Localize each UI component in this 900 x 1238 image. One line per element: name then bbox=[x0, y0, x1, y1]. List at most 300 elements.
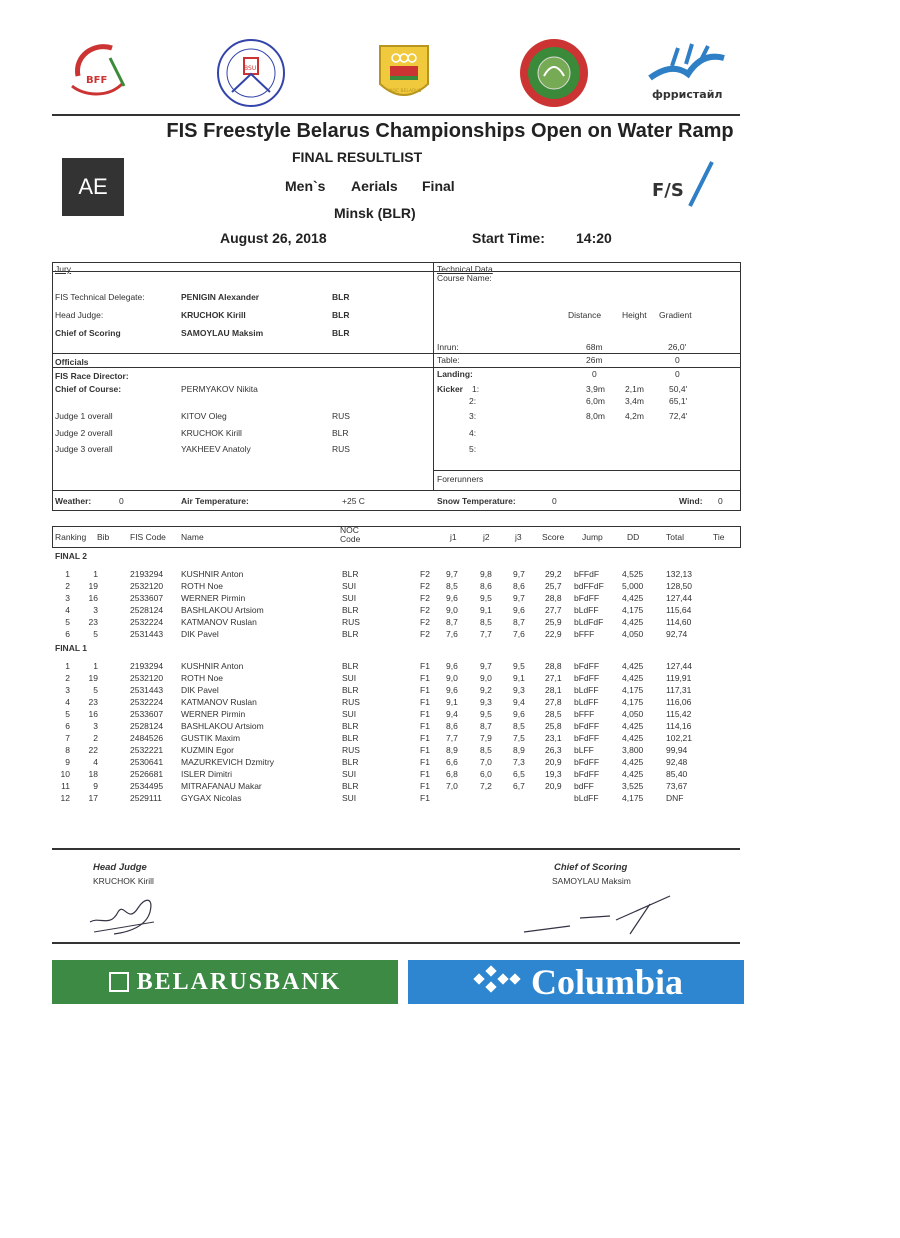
result-cell-j2: 7,0 bbox=[480, 757, 492, 767]
kicker-5-num: 5: bbox=[469, 444, 477, 454]
result-cell-noc: BLR bbox=[342, 685, 359, 695]
landing-distance: 0 bbox=[592, 369, 597, 379]
result-cell-athlete-name: MAZURKEVICH Dzmitry bbox=[181, 757, 275, 767]
result-cell-score: 22,9 bbox=[545, 629, 562, 639]
result-cell-dd: 3,525 bbox=[622, 781, 644, 791]
columbia-name: Columbia bbox=[530, 962, 684, 1002]
official-noc-3: RUS bbox=[332, 411, 350, 421]
result-cell-noc: SUI bbox=[342, 793, 357, 803]
result-cell-j1: 6,8 bbox=[446, 769, 458, 779]
wind-label: Wind: bbox=[679, 496, 703, 506]
result-cell-bib: 18 bbox=[88, 769, 98, 779]
col-noc-code: NOC Code bbox=[340, 525, 361, 544]
result-cell-j1: 8,6 bbox=[446, 721, 458, 731]
result-cell-j3: 7,3 bbox=[513, 757, 525, 767]
jury-heading-rule bbox=[52, 271, 434, 272]
result-cell-round: F1 bbox=[420, 685, 430, 695]
result-cell-fis-code: 2528124 bbox=[130, 605, 164, 615]
bff-logo bbox=[64, 36, 136, 110]
result-cell-j3: 9,6 bbox=[513, 709, 525, 719]
result-cell-j2: 9,5 bbox=[480, 709, 492, 719]
result-cell-j2: 7,7 bbox=[480, 629, 492, 639]
result-cell-round: F2 bbox=[420, 617, 430, 627]
jury-divider bbox=[433, 262, 434, 490]
result-cell-noc: SUI bbox=[342, 673, 357, 683]
location-label: Minsk (BLR) bbox=[334, 205, 416, 221]
result-cell-score: 28,5 bbox=[545, 709, 562, 719]
result-cell-j1: 7,6 bbox=[446, 629, 458, 639]
result-cell-noc: RUS bbox=[342, 745, 360, 755]
belarusbank-icon bbox=[109, 972, 129, 992]
result-cell-j3: 9,1 bbox=[513, 673, 525, 683]
result-cell-dd: 4,175 bbox=[622, 697, 644, 707]
result-cell-fis-code: 2530641 bbox=[130, 757, 164, 767]
result-cell-rank: 1 bbox=[65, 661, 70, 671]
result-cell-total: 115,64 bbox=[666, 605, 692, 615]
result-cell-athlete-name: KATMANOV Ruslan bbox=[181, 697, 257, 707]
result-cell-bib: 16 bbox=[88, 709, 98, 719]
result-cell-j2: 8,5 bbox=[480, 745, 492, 755]
result-cell-jump: bFdFF bbox=[574, 673, 600, 683]
col-height: Height bbox=[622, 310, 647, 320]
technical-heading: Technical Data bbox=[437, 264, 493, 274]
technical-heading-rule bbox=[434, 271, 740, 272]
result-cell-fis-code: 2532224 bbox=[130, 697, 164, 707]
inrun-label: Inrun: bbox=[437, 342, 459, 352]
col-dd: DD bbox=[627, 532, 640, 542]
result-cell-j3: 9,7 bbox=[513, 593, 525, 603]
result-cell-jump: bLdFF bbox=[574, 793, 599, 803]
wind-value: 0 bbox=[718, 496, 723, 506]
result-cell-rank: 7 bbox=[65, 733, 70, 743]
result-cell-score: 27,1 bbox=[545, 673, 562, 683]
svg-text:F/S: F/S bbox=[652, 180, 684, 201]
result-cell-noc: BLR bbox=[342, 605, 359, 615]
header-rule bbox=[52, 114, 740, 116]
result-cell-j1: 9,6 bbox=[446, 685, 458, 695]
result-cell-rank: 4 bbox=[65, 605, 70, 615]
result-cell-jump: bdFFdF bbox=[574, 581, 604, 591]
fis-logo bbox=[650, 156, 722, 212]
result-cell-j2: 9,8 bbox=[480, 569, 492, 579]
result-cell-round: F1 bbox=[420, 745, 430, 755]
result-cell-round: F1 bbox=[420, 661, 430, 671]
official-name-2: PERMYAKOV Nikita bbox=[181, 384, 258, 394]
belarusbank-banner bbox=[52, 960, 398, 1004]
result-cell-bib: 3 bbox=[93, 721, 98, 731]
jury-heading: Jury bbox=[55, 264, 72, 274]
result-cell-j1: 9,4 bbox=[446, 709, 458, 719]
result-cell-round: F2 bbox=[420, 605, 430, 615]
result-cell-athlete-name: DIK Pavel bbox=[181, 685, 219, 695]
result-cell-j2: 6,0 bbox=[480, 769, 492, 779]
start-time-label: Start Time: bbox=[472, 230, 545, 246]
official-name-5: YAKHEEV Anatoly bbox=[181, 444, 251, 454]
result-cell-j1: 7,7 bbox=[446, 733, 458, 743]
result-cell-jump: bLFF bbox=[574, 745, 594, 755]
svg-text:фрристайл: фрристайл bbox=[652, 88, 723, 101]
result-cell-athlete-name: BASHLAKOU Artsiom bbox=[181, 721, 264, 731]
result-cell-rank: 2 bbox=[65, 581, 70, 591]
result-cell-bib: 23 bbox=[88, 617, 98, 627]
result-cell-round: F1 bbox=[420, 709, 430, 719]
result-cell-j2: 8,5 bbox=[480, 617, 492, 627]
official-role-4: Judge 2 overall bbox=[55, 428, 113, 438]
col-fis-code: FIS Code bbox=[130, 532, 166, 542]
result-cell-jump: bFFF bbox=[574, 629, 595, 639]
head-judge-title: Head Judge bbox=[93, 862, 147, 873]
result-cell-j2: 7,2 bbox=[480, 781, 492, 791]
kicker-label: Kicker bbox=[437, 384, 463, 394]
col-score: Score bbox=[542, 532, 565, 542]
result-cell-j2: 8,7 bbox=[480, 721, 492, 731]
belarusbank-name: BELARUSBANK bbox=[136, 968, 342, 995]
result-cell-total: 114,60 bbox=[666, 617, 692, 627]
chief-scoring-signature bbox=[520, 894, 680, 940]
officials-top-rule bbox=[52, 353, 434, 354]
forerunners-top-rule bbox=[434, 470, 740, 471]
kicker-2-height: 3,4m bbox=[625, 396, 644, 406]
result-cell-round: F1 bbox=[420, 781, 430, 791]
result-cell-bib: 1 bbox=[93, 569, 98, 579]
result-cell-rank: 1 bbox=[65, 569, 70, 579]
chief-scoring-title: Chief of Scoring bbox=[554, 862, 628, 873]
result-cell-noc: RUS bbox=[342, 617, 360, 627]
kicker-3-distance: 8,0m bbox=[586, 411, 605, 421]
result-cell-fis-code: 2484526 bbox=[130, 733, 164, 743]
chief-scoring-name: SAMOYLAU Maksim bbox=[552, 876, 631, 886]
result-cell-jump: bFFdF bbox=[574, 569, 600, 579]
result-cell-jump: bFFF bbox=[574, 709, 595, 719]
result-cell-fis-code: 2532224 bbox=[130, 617, 164, 627]
inrun-gradient: 26,0' bbox=[668, 342, 687, 352]
result-cell-round: F2 bbox=[420, 629, 430, 639]
result-cell-rank: 10 bbox=[60, 769, 70, 779]
kicker-3-num: 3: bbox=[469, 411, 477, 421]
result-cell-dd: 3,800 bbox=[622, 745, 644, 755]
result-cell-bib: 22 bbox=[88, 745, 98, 755]
snow-temperature-value: 0 bbox=[552, 496, 557, 506]
official-role-5: Judge 3 overall bbox=[55, 444, 113, 454]
result-cell-fis-code: 2529111 bbox=[130, 793, 162, 803]
official-noc-4: BLR bbox=[332, 428, 349, 438]
result-cell-j2: 8,6 bbox=[480, 581, 492, 591]
col-bib: Bib bbox=[97, 532, 110, 542]
result-cell-j3: 8,5 bbox=[513, 721, 525, 731]
landing-gradient: 0 bbox=[675, 369, 680, 379]
result-cell-dd: 4,425 bbox=[622, 733, 644, 743]
result-cell-j3: 9,5 bbox=[513, 661, 525, 671]
result-cell-dd: 4,175 bbox=[622, 605, 644, 615]
result-cell-fis-code: 2193294 bbox=[130, 569, 164, 579]
result-cell-round: F1 bbox=[420, 697, 430, 707]
result-cell-bib: 19 bbox=[88, 673, 98, 683]
result-subtitle: FINAL RESULTLIST bbox=[292, 149, 423, 165]
result-cell-dd: 4,425 bbox=[622, 673, 644, 683]
kicker-2-gradient: 65,1' bbox=[669, 396, 688, 406]
kicker-4-num: 4: bbox=[469, 428, 477, 438]
result-cell-j3: 8,7 bbox=[513, 617, 525, 627]
result-cell-score: 28,8 bbox=[545, 661, 562, 671]
result-cell-noc: SUI bbox=[342, 769, 357, 779]
result-cell-j2: 9,7 bbox=[480, 661, 492, 671]
result-cell-jump: bFdFF bbox=[574, 721, 600, 731]
result-cell-j1: 9,0 bbox=[446, 673, 458, 683]
forerunners-label: Forerunners bbox=[437, 474, 484, 484]
result-cell-total: 114,16 bbox=[666, 721, 692, 731]
result-cell-dd: 4,175 bbox=[622, 685, 644, 695]
result-cell-j1: 8,9 bbox=[446, 745, 458, 755]
result-cell-noc: BLR bbox=[342, 629, 359, 639]
result-cell-rank: 6 bbox=[65, 721, 70, 731]
result-cell-total: DNF bbox=[666, 793, 684, 803]
col-jump: Jump bbox=[582, 532, 603, 542]
event-date: August 26, 2018 bbox=[220, 230, 327, 246]
col-j1: j1 bbox=[450, 532, 457, 542]
result-cell-dd: 4,425 bbox=[622, 721, 644, 731]
result-cell-bib: 3 bbox=[93, 605, 98, 615]
kicker-3-gradient: 72,4' bbox=[669, 411, 688, 421]
kicker-2-num: 2: bbox=[469, 396, 477, 406]
result-cell-fis-code: 2532221 bbox=[130, 745, 164, 755]
kicker-1-num: 1: bbox=[472, 384, 480, 394]
result-cell-fis-code: 2193294 bbox=[130, 661, 164, 671]
result-cell-total: 85,40 bbox=[666, 769, 688, 779]
result-cell-athlete-name: KUSHNIR Anton bbox=[181, 569, 244, 579]
result-cell-athlete-name: KUSHNIR Anton bbox=[181, 661, 244, 671]
svg-text:BFF: BFF bbox=[86, 75, 108, 86]
result-cell-score: 20,9 bbox=[545, 781, 562, 791]
result-cell-dd: 5,000 bbox=[622, 581, 644, 591]
result-cell-score: 25,9 bbox=[545, 617, 562, 627]
col-ranking: Ranking bbox=[55, 532, 87, 542]
result-cell-score: 25,8 bbox=[545, 721, 562, 731]
official-role-1: FIS Race Director: bbox=[55, 371, 129, 381]
result-cell-jump: bLdFF bbox=[574, 685, 599, 695]
result-cell-j2: 7,9 bbox=[480, 733, 492, 743]
result-cell-dd: 4,050 bbox=[622, 709, 644, 719]
air-temperature-value: +25 C bbox=[342, 496, 365, 506]
result-cell-fis-code: 2526681 bbox=[130, 769, 164, 779]
result-cell-rank: 11 bbox=[61, 781, 70, 791]
result-cell-dd: 4,050 bbox=[622, 629, 644, 639]
result-cell-noc: BLR bbox=[342, 569, 359, 579]
result-cell-round: F2 bbox=[420, 593, 430, 603]
official-role-2: Chief of Course: bbox=[55, 384, 122, 394]
result-cell-rank: 9 bbox=[65, 757, 70, 767]
result-cell-rank: 12 bbox=[60, 793, 70, 803]
result-cell-bib: 5 bbox=[93, 629, 98, 639]
kicker-1-distance: 3,9m bbox=[586, 384, 605, 394]
result-cell-jump: bFdFF bbox=[574, 593, 600, 603]
result-cell-total: 119,91 bbox=[666, 673, 692, 683]
result-cell-j1: 9,7 bbox=[446, 569, 458, 579]
result-cell-athlete-name: ROTH Noe bbox=[181, 581, 224, 591]
kicker-1-gradient: 50,4' bbox=[669, 384, 688, 394]
result-cell-total: 115,42 bbox=[666, 709, 692, 719]
result-cell-j3: 9,7 bbox=[513, 569, 525, 579]
result-cell-noc: BLR bbox=[342, 781, 359, 791]
result-cell-athlete-name: DIK Pavel bbox=[181, 629, 219, 639]
weather-label: Weather: bbox=[55, 496, 92, 506]
result-cell-score: 27,8 bbox=[545, 697, 562, 707]
result-cell-fis-code: 2531443 bbox=[130, 685, 164, 695]
jury-name-2: KRUCHOK Kirill bbox=[181, 310, 246, 320]
result-cell-noc: BLR bbox=[342, 721, 359, 731]
result-cell-athlete-name: BASHLAKOU Artsiom bbox=[181, 605, 264, 615]
result-cell-dd: 4,425 bbox=[622, 769, 644, 779]
col-j2: j2 bbox=[483, 532, 490, 542]
result-cell-jump: bLdFF bbox=[574, 605, 599, 615]
result-cell-score: 25,7 bbox=[545, 581, 562, 591]
result-cell-rank: 3 bbox=[65, 685, 70, 695]
result-cell-j1: 9,6 bbox=[446, 661, 458, 671]
result-cell-jump: bFdFF bbox=[574, 769, 600, 779]
result-cell-total: 73,67 bbox=[666, 781, 688, 791]
result-cell-bib: 1 bbox=[93, 661, 98, 671]
result-cell-noc: BLR bbox=[342, 733, 359, 743]
result-cell-score: 26,3 bbox=[545, 745, 562, 755]
result-cell-dd: 4,525 bbox=[622, 569, 644, 579]
officials-heading-rule bbox=[52, 367, 434, 368]
result-cell-round: F1 bbox=[420, 793, 430, 803]
col-name: Name bbox=[181, 532, 204, 542]
result-cell-total: 117,31 bbox=[666, 685, 692, 695]
result-cell-score: 27,7 bbox=[545, 605, 562, 615]
jury-role-3: Chief of Scoring bbox=[55, 328, 121, 338]
result-cell-j3: 9,4 bbox=[513, 697, 525, 707]
group-label: FINAL 1 bbox=[55, 643, 87, 653]
inrun-rule bbox=[434, 353, 740, 354]
result-cell-score: 28,8 bbox=[545, 593, 562, 603]
col-total: Total bbox=[666, 532, 684, 542]
result-cell-bib: 23 bbox=[88, 697, 98, 707]
result-cell-score: 20,9 bbox=[545, 757, 562, 767]
columbia-banner bbox=[408, 960, 744, 1004]
air-temperature-label: Air Temperature: bbox=[181, 496, 249, 506]
result-cell-j3: 8,9 bbox=[513, 745, 525, 755]
landing-label: Landing: bbox=[437, 369, 473, 379]
result-cell-total: 132,13 bbox=[666, 569, 692, 579]
result-cell-total: 127,44 bbox=[666, 661, 692, 671]
result-cell-score: 19,3 bbox=[545, 769, 562, 779]
result-cell-bib: 19 bbox=[88, 581, 98, 591]
result-cell-total: 92,74 bbox=[666, 629, 688, 639]
result-cell-dd: 4,425 bbox=[622, 617, 644, 627]
result-cell-athlete-name: ROTH Noe bbox=[181, 673, 224, 683]
result-cell-fis-code: 2534495 bbox=[130, 781, 164, 791]
official-noc-5: RUS bbox=[332, 444, 350, 454]
result-cell-j2: 9,1 bbox=[480, 605, 492, 615]
result-cell-athlete-name: GUSTIK Maxim bbox=[181, 733, 241, 743]
result-cell-round: F1 bbox=[420, 733, 430, 743]
group-label: FINAL 2 bbox=[55, 551, 87, 561]
result-cell-athlete-name: WERNER Pirmin bbox=[181, 709, 246, 719]
result-cell-j1: 9,1 bbox=[446, 697, 458, 707]
jury-name-3: SAMOYLAU Maksim bbox=[181, 328, 264, 338]
result-cell-athlete-name: ISLER Dimitri bbox=[181, 769, 233, 779]
result-cell-j1: 7,0 bbox=[446, 781, 458, 791]
result-cell-rank: 5 bbox=[65, 617, 70, 627]
official-name-4: KRUCHOK Kirill bbox=[181, 428, 242, 438]
result-cell-jump: bFdFF bbox=[574, 757, 600, 767]
result-cell-noc: BLR bbox=[342, 661, 359, 671]
result-cell-bib: 2 bbox=[93, 733, 98, 743]
svg-text:NOC BELARUS: NOC BELARUS bbox=[389, 89, 422, 94]
jury-role-1: FIS Technical Delegate: bbox=[55, 292, 145, 302]
official-role-3: Judge 1 overall bbox=[55, 411, 113, 421]
result-cell-athlete-name: KUZMIN Egor bbox=[181, 745, 234, 755]
freestyle-logo bbox=[642, 36, 732, 110]
result-cell-j3: 7,5 bbox=[513, 733, 525, 743]
signature-top-rule bbox=[52, 848, 740, 850]
table-label: Table: bbox=[437, 355, 460, 365]
svg-text:BSU: BSU bbox=[244, 65, 257, 72]
belarus-federation-seal-logo bbox=[516, 36, 592, 110]
head-judge-name: KRUCHOK Kirill bbox=[93, 876, 154, 886]
result-cell-bib: 4 bbox=[93, 757, 98, 767]
result-cell-j2: 9,5 bbox=[480, 593, 492, 603]
col-j3: j3 bbox=[515, 532, 522, 542]
result-cell-round: F1 bbox=[420, 769, 430, 779]
result-cell-fis-code: 2533607 bbox=[130, 709, 164, 719]
kicker-2-distance: 6,0m bbox=[586, 396, 605, 406]
result-cell-fis-code: 2532120 bbox=[130, 581, 164, 591]
result-cell-total: 128,50 bbox=[666, 581, 692, 591]
result-cell-noc: SUI bbox=[342, 709, 357, 719]
result-cell-noc: BLR bbox=[342, 757, 359, 767]
head-judge-signature bbox=[84, 888, 174, 938]
inrun-distance: 68m bbox=[586, 342, 603, 352]
result-cell-dd: 4,175 bbox=[622, 793, 644, 803]
noc-belarus-logo bbox=[372, 36, 436, 110]
result-cell-j3: 6,5 bbox=[513, 769, 525, 779]
course-name-label: Course Name: bbox=[437, 273, 492, 283]
result-cell-athlete-name: WERNER Pirmin bbox=[181, 593, 246, 603]
result-cell-jump: bFdFF bbox=[574, 733, 600, 743]
table-rule bbox=[434, 367, 740, 368]
result-cell-round: F2 bbox=[420, 569, 430, 579]
result-cell-score: 29,2 bbox=[545, 569, 562, 579]
result-cell-dd: 4,425 bbox=[622, 593, 644, 603]
result-cell-fis-code: 2528124 bbox=[130, 721, 164, 731]
jury-bottom-rule bbox=[52, 490, 740, 491]
result-cell-jump: bdFF bbox=[574, 781, 594, 791]
result-cell-j2: 9,2 bbox=[480, 685, 492, 695]
result-cell-dd: 4,425 bbox=[622, 661, 644, 671]
result-cell-athlete-name: MITRAFANAU Makar bbox=[181, 781, 262, 791]
table-gradient: 0 bbox=[675, 355, 680, 365]
result-cell-jump: bLdFdF bbox=[574, 617, 604, 627]
result-cell-j3: 9,3 bbox=[513, 685, 525, 695]
jury-name-1: PENIGIN Alexander bbox=[181, 292, 260, 302]
signature-bottom-rule bbox=[52, 942, 740, 944]
result-cell-rank: 8 bbox=[65, 745, 70, 755]
result-cell-j1: 8,5 bbox=[446, 581, 458, 591]
table-distance: 26m bbox=[586, 355, 603, 365]
jury-noc-1: BLR bbox=[332, 292, 350, 302]
result-cell-j3: 9,6 bbox=[513, 605, 525, 615]
kicker-1-height: 2,1m bbox=[625, 384, 644, 394]
jury-role-2: Head Judge: bbox=[55, 310, 104, 320]
result-cell-fis-code: 2531443 bbox=[130, 629, 164, 639]
result-cell-fis-code: 2532120 bbox=[130, 673, 164, 683]
result-cell-total: 116,06 bbox=[666, 697, 692, 707]
result-cell-round: F2 bbox=[420, 581, 430, 591]
phase-label: Final bbox=[422, 178, 455, 194]
result-cell-rank: 3 bbox=[65, 593, 70, 603]
result-cell-bib: 17 bbox=[88, 793, 98, 803]
